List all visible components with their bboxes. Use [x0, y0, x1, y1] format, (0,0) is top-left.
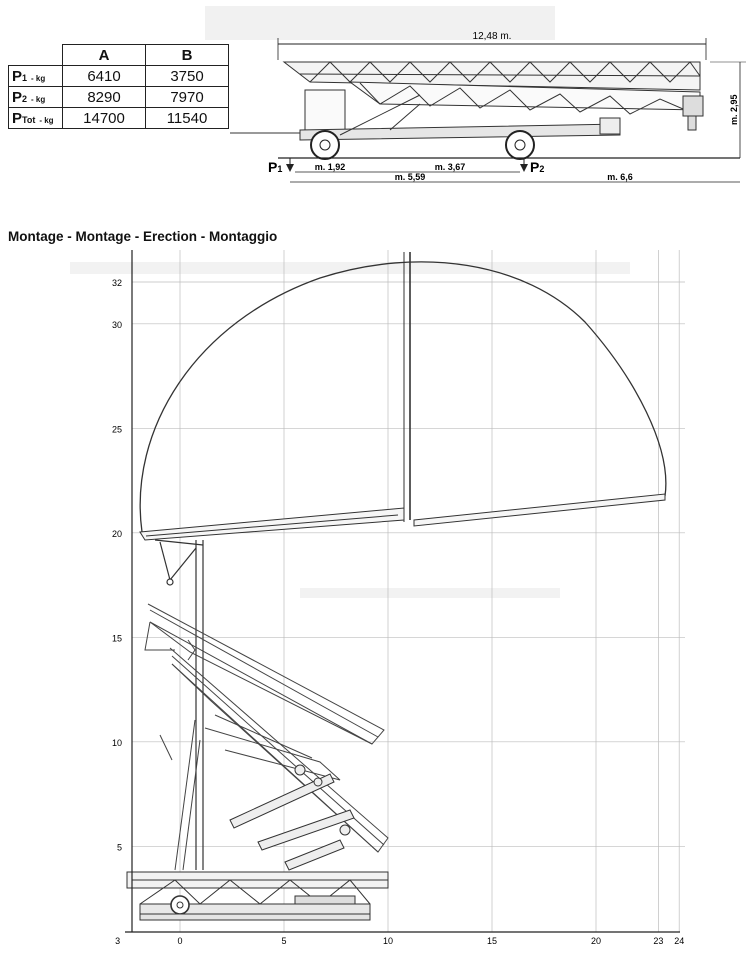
column-b-header: B: [146, 45, 229, 66]
chart-grid: [132, 250, 685, 932]
p1-value-b: 3750: [146, 66, 229, 87]
y-tick-label: 20: [111, 528, 122, 539]
p1-marker-label: P1: [268, 159, 283, 175]
hydraulic-rams: [230, 765, 354, 870]
x-tick-label: 10: [382, 936, 394, 946]
y-tick-label: 30: [111, 319, 122, 330]
x-tick-label: 3: [115, 936, 121, 946]
x-tick-label: 15: [486, 936, 498, 946]
row-label-ptot: PTot - kg: [9, 108, 63, 129]
p2-marker-label: P2: [530, 159, 545, 175]
x-tick-label: 0: [177, 936, 183, 946]
column-a-header: A: [63, 45, 146, 66]
x-axis-ticks: [115, 936, 684, 946]
dim-1-label: m. 1,92: [314, 162, 346, 172]
dim-4-label: m. 6,6: [607, 172, 633, 182]
dim-2-label: m. 3,67: [434, 162, 466, 172]
intermediate-jib-positions: [145, 604, 388, 870]
erected-mast: [155, 540, 203, 870]
y-tick-label: 5: [116, 842, 122, 853]
p2-value-a: 8290: [63, 87, 146, 108]
base-chassis: [127, 872, 388, 920]
ptot-value-a: 14700: [63, 108, 146, 129]
y-tick-label: 32: [111, 278, 122, 289]
x-tick-label: 20: [590, 936, 602, 946]
jib-swing-arc: [140, 262, 666, 532]
dim-3-label: m. 5,59: [394, 172, 426, 182]
y-tick-label: 15: [111, 633, 122, 644]
overall-length-label: 12,48 m.: [472, 31, 512, 42]
x-tick-label: 24: [674, 936, 685, 946]
p2-value-b: 7970: [146, 87, 229, 108]
row-label-p2: P2 - kg: [9, 87, 63, 108]
x-tick-label: 5: [281, 936, 287, 946]
y-axis-ticks: [112, 278, 122, 852]
p1-value-a: 6410: [63, 66, 146, 87]
y-tick-label: 25: [111, 424, 122, 435]
height-label: m. 2,95: [729, 94, 739, 125]
y-tick-label: 10: [111, 737, 122, 748]
x-tick-label: 23: [653, 936, 664, 946]
section-title: Montage - Montage - Erection - Montaggio: [8, 229, 278, 244]
ptot-value-b: 11540: [146, 108, 229, 129]
row-label-p1: P1 - kg: [9, 66, 63, 87]
